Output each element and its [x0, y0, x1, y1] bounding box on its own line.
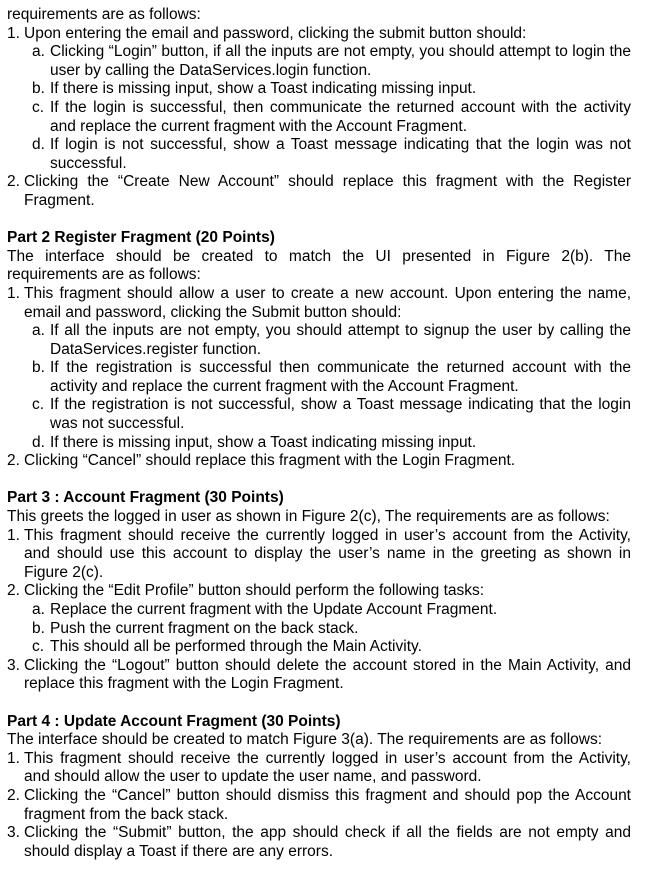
- part3-list: [7, 527, 631, 694]
- sub-item: [32, 80, 631, 99]
- item-marker: 2.: [7, 173, 20, 191]
- sub-marker: b.: [32, 619, 45, 637]
- part4-list: [7, 750, 631, 862]
- item-text: This fragment should receive the currently logged in user’s account from the Activity, and should use this account to display the user’s name in the greeting as shown in Figure 2(c).: [24, 526, 631, 581]
- part4-heading: Part 4 : Update Account Fragment (30 Points): [7, 712, 341, 730]
- part2-heading: Part 2 Register Fragment (20 Points): [7, 229, 275, 247]
- sub-marker: b.: [32, 80, 45, 98]
- sub-marker: b.: [32, 359, 45, 377]
- sub-marker: d.: [32, 433, 45, 451]
- list-item: [7, 25, 631, 174]
- sub-item: [32, 359, 631, 396]
- sub-text: Push the current fragment on the back stack.: [50, 619, 359, 637]
- item-marker: 1.: [7, 749, 20, 767]
- item-marker: 2.: [7, 786, 20, 804]
- item-text: Clicking the “Create New Account” should replace this fragment with the Register Fragment.: [24, 173, 631, 209]
- item-text: Clicking the “Logout” button should delete the account stored in the Main Activity, and replace this fragment with the Login Fragment.: [24, 656, 631, 693]
- sub-item: [32, 43, 631, 80]
- item-marker: 3.: [7, 824, 20, 842]
- sub-marker: c.: [32, 638, 45, 656]
- sub-item: [32, 322, 631, 359]
- item-text: Clicking the “Cancel” button should dismiss this fragment and should pop the Account fragment from the back stack.: [24, 786, 631, 823]
- item-text: Clicking the “Submit” button, the app should check if all the fields are not empty and should display a Toast if there are any errors.: [24, 824, 631, 860]
- part1-list: [7, 25, 631, 211]
- list-item: [7, 285, 631, 452]
- sub-text: Clicking “Login” button, if all the inputs are not empty, you should attempt to login the user by calling the DataServices.login function.: [50, 43, 631, 79]
- sub-item: [32, 620, 631, 639]
- part3-intro: This greets the logged in user as shown in Figure 2(c), The requirements are as follows:: [7, 508, 610, 526]
- intro-text: requirements are as follows:: [7, 6, 201, 23]
- item-marker: 2.: [7, 582, 20, 600]
- sub-marker: c.: [32, 98, 45, 116]
- item-marker: 1.: [7, 526, 20, 544]
- sub-item: [32, 396, 631, 433]
- sub-list: [32, 601, 631, 657]
- sub-text: Replace the current fragment with the Update Account Fragment.: [50, 601, 498, 618]
- part2-intro: The interface should be created to match the UI presented in Figure 2(b). The requirements are as follows:: [7, 247, 631, 284]
- part2-list: [7, 285, 631, 471]
- sub-marker: c.: [32, 396, 45, 414]
- part3-heading: Part 3 : Account Fragment (30 Points): [7, 489, 284, 507]
- sub-item: [32, 638, 631, 657]
- sub-item: [32, 601, 631, 620]
- sub-marker: a.: [32, 322, 45, 340]
- item-marker: 1.: [7, 24, 20, 42]
- sub-text: If the login is successful, then communicate the returned account with the activity and replace the current fragment with the Account Fragment.: [50, 98, 631, 135]
- sub-text: If there is missing input, show a Toast indicating missing input.: [50, 433, 477, 451]
- sub-text: If there is missing input, show a Toast indicating missing input.: [50, 80, 477, 98]
- item-marker: 2.: [7, 452, 20, 470]
- sub-list: [32, 43, 631, 173]
- list-item: [7, 824, 631, 861]
- list-item: [7, 582, 631, 656]
- list-item: [7, 452, 631, 471]
- sub-text: If all the inputs are not empty, you should attempt to signup the user by calling the DataServices.register function.: [50, 322, 631, 358]
- sub-marker: d.: [32, 136, 45, 154]
- item-text: This fragment should allow a user to create a new account. Upon entering the name, email and password, clicking the Submit button should:: [24, 284, 631, 321]
- sub-text: If the registration is not successful, show a Toast message indicating that the login was not successful.: [50, 396, 631, 433]
- list-item: [7, 173, 631, 210]
- sub-text: If the registration is successful then communicate the returned account with the activity and replace the current fragment with the Account Fragment.: [50, 359, 631, 395]
- item-text: Upon entering the email and password, clicking the submit button should:: [24, 24, 527, 42]
- list-item: [7, 527, 631, 583]
- list-item: [7, 787, 631, 824]
- item-marker: 3.: [7, 656, 20, 674]
- sub-text: If login is not successful, show a Toast message indicating that the login was not successful.: [50, 136, 631, 172]
- list-item: [7, 750, 631, 787]
- sub-marker: a.: [32, 601, 45, 618]
- item-marker: 1.: [7, 284, 20, 302]
- sub-item: [32, 136, 631, 173]
- sub-item: [32, 434, 631, 453]
- sub-list: [32, 322, 631, 452]
- item-text: Clicking the “Edit Profile” button should perform the following tasks:: [24, 582, 485, 600]
- item-text: This fragment should receive the currently logged in user’s account from the Activity, and should allow the user to update the user name, and password.: [24, 749, 631, 786]
- sub-text: This should all be performed through the Main Activity.: [50, 638, 422, 656]
- sub-item: [32, 99, 631, 136]
- item-text: Clicking “Cancel” should replace this fragment with the Login Fragment.: [24, 452, 516, 470]
- part4-intro: The interface should be created to match Figure 3(a). The requirements are as follows:: [7, 731, 603, 749]
- sub-marker: a.: [32, 43, 45, 61]
- list-item: [7, 657, 631, 694]
